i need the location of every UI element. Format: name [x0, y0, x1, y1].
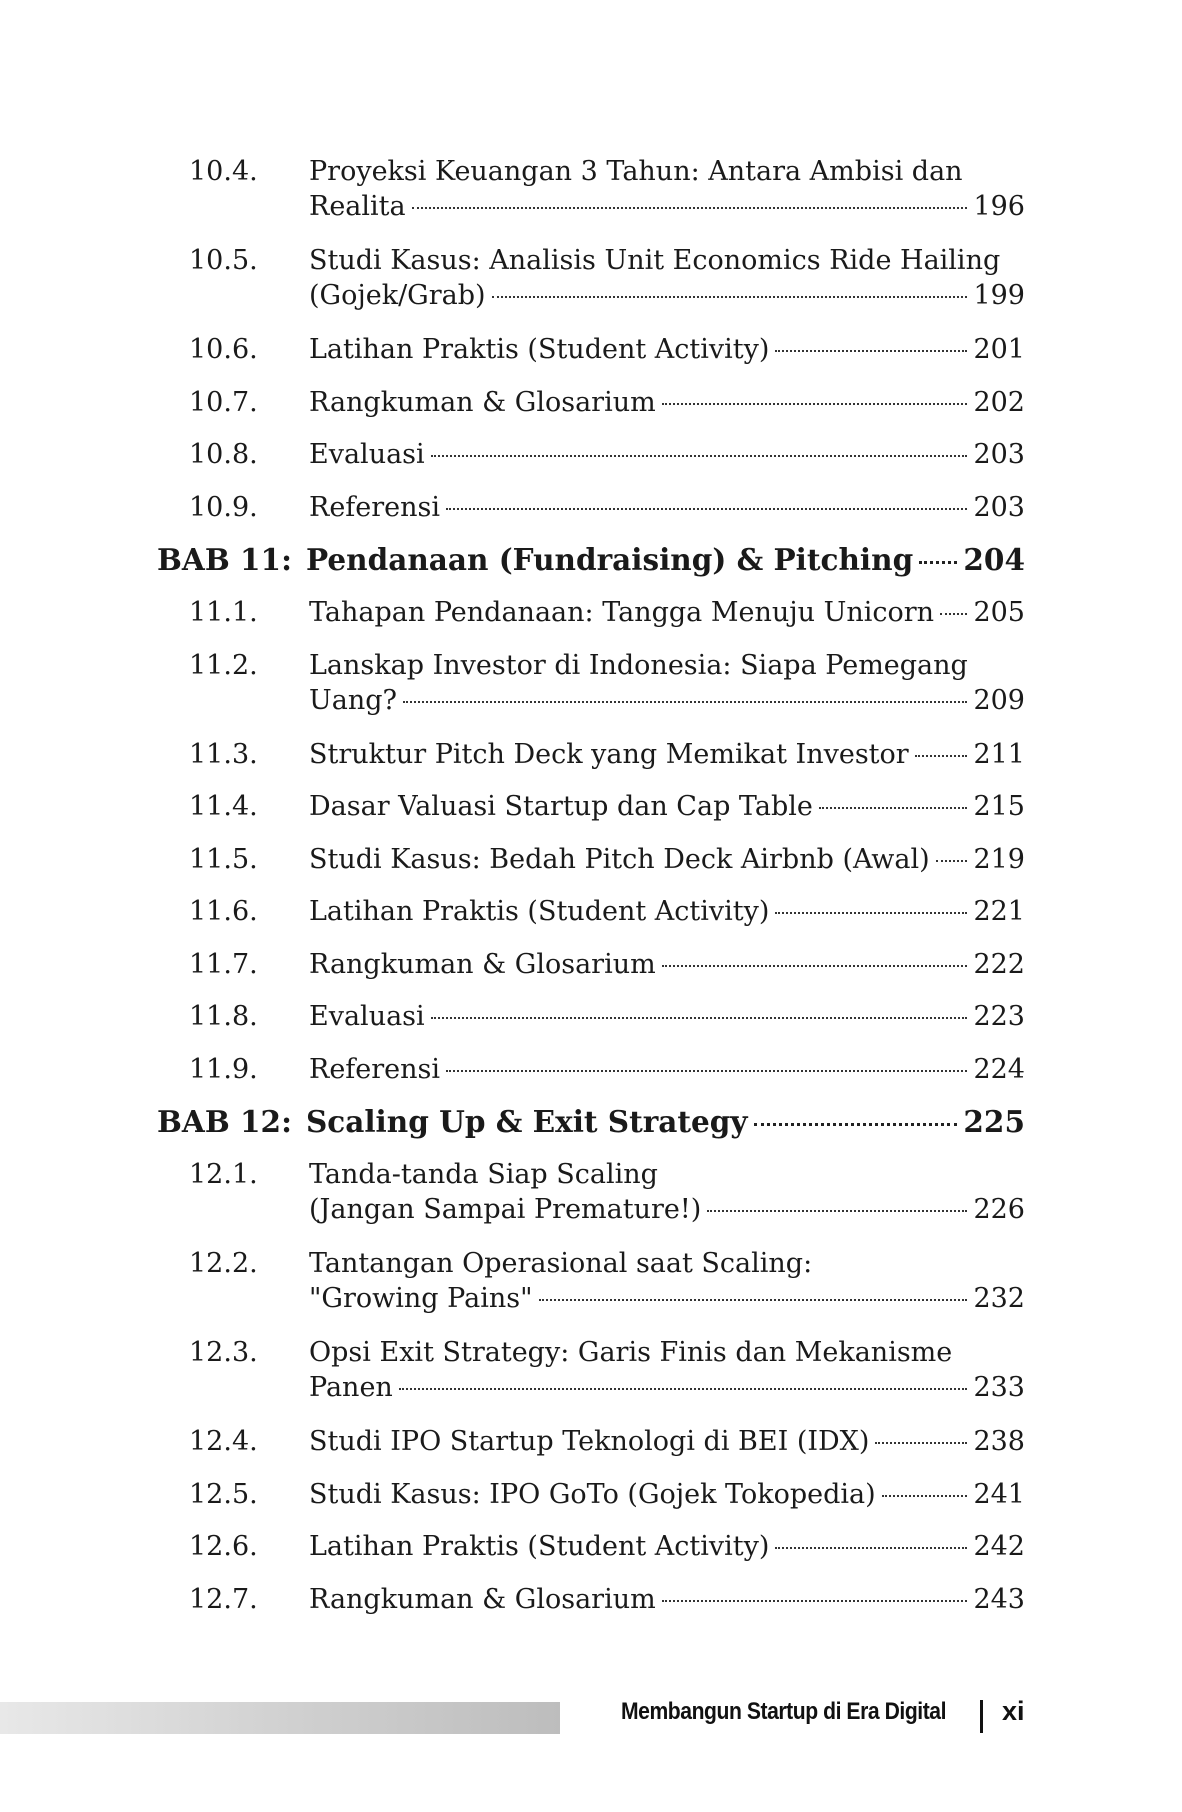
section-title-block	[309, 648, 1025, 718]
section-number: 11.9.	[189, 1053, 258, 1085]
section-page-number: 226	[973, 1194, 1025, 1225]
section-title-leader-line	[309, 737, 1025, 772]
section-number: 11.5.	[189, 843, 258, 875]
section-title-leader-line	[309, 1582, 1025, 1617]
section-title-line: Evaluasi	[309, 1001, 425, 1032]
section-title-leader-line	[309, 1370, 1025, 1405]
toc-entry[interactable]	[157, 437, 1025, 472]
section-page-number: 221	[973, 896, 1025, 927]
dot-leader	[446, 1070, 967, 1072]
section-page-number: 202	[973, 386, 1025, 418]
section-title-line: Tantangan Operasional saat Scaling:	[309, 1248, 813, 1279]
dot-leader	[707, 1210, 967, 1212]
section-page-number: 203	[973, 439, 1025, 470]
section-title-leader-line	[309, 332, 1025, 367]
section-title-line: Rangkuman & Glosarium	[309, 1583, 656, 1615]
section-title-line: Proyeksi Keuangan 3 Tahun: Antara Ambisi dan	[309, 156, 963, 187]
dot-leader	[936, 860, 968, 862]
section-page-number: 232	[973, 1283, 1025, 1314]
dot-leader	[919, 561, 957, 564]
section-title-line: Studi IPO Startup Teknologi di BEI (IDX)	[309, 1426, 870, 1457]
section-title-line: Uang?	[309, 684, 398, 716]
section-title-leader-line	[309, 1281, 1025, 1316]
section-title-line: Rangkuman & Glosarium	[309, 386, 656, 418]
section-page-number: 203	[973, 491, 1025, 523]
dot-leader	[875, 1442, 967, 1444]
section-title-leader-line	[309, 894, 1025, 929]
dot-leader	[662, 1600, 968, 1602]
section-number: 10.4.	[189, 156, 258, 187]
section-number: 12.5.	[189, 1478, 258, 1510]
toc-entry[interactable]	[157, 1477, 1025, 1512]
section-title-leader-line	[309, 999, 1025, 1034]
section-title-leader-line	[309, 278, 1025, 313]
section-number: 11.2.	[189, 649, 258, 681]
section-title-block	[309, 1529, 1025, 1564]
section-page-number: 242	[973, 1531, 1025, 1562]
dot-leader	[754, 1123, 958, 1126]
toc-entry[interactable]	[157, 1052, 1025, 1087]
section-page-number: 238	[973, 1426, 1025, 1457]
section-page-number: 219	[973, 843, 1025, 875]
dot-leader	[819, 807, 968, 809]
toc-entry[interactable]	[157, 332, 1025, 367]
section-number: 10.7.	[189, 386, 258, 418]
toc-entry[interactable]	[157, 490, 1025, 525]
section-title-leader-line	[309, 1477, 1025, 1512]
toc-entry[interactable]	[157, 595, 1025, 630]
toc-entry[interactable]	[157, 1529, 1025, 1564]
section-title-line: Studi Kasus: IPO GoTo (Gojek Tokopedia)	[309, 1478, 876, 1510]
section-title-block	[309, 789, 1025, 824]
section-number: 11.8.	[189, 1001, 258, 1032]
dot-leader	[539, 1299, 968, 1301]
section-title-block	[309, 437, 1025, 472]
section-title-block	[309, 332, 1025, 367]
section-title-leader-line	[309, 189, 1025, 224]
section-number: 11.3.	[189, 738, 258, 770]
toc-entry[interactable]	[157, 648, 1025, 718]
footer-decorative-bar	[0, 1702, 560, 1734]
section-title-line: Lanskap Investor di Indonesia: Siapa Pemegang	[309, 649, 968, 681]
section-title-line: Latihan Praktis (Student Activity)	[309, 1531, 770, 1562]
section-number: 12.3.	[189, 1337, 258, 1368]
section-title-block	[309, 385, 1025, 420]
section-page-number: 215	[973, 791, 1025, 822]
section-title-line: Latihan Praktis (Student Activity)	[309, 896, 770, 927]
section-title-leader-line	[309, 1192, 1025, 1227]
section-title-line: Struktur Pitch Deck yang Memikat Investor	[309, 738, 909, 770]
toc-entry[interactable]	[157, 999, 1025, 1034]
section-title-block	[309, 490, 1025, 525]
section-title-block	[309, 1246, 1025, 1316]
section-title-block	[309, 243, 1025, 313]
section-page-number: 224	[973, 1053, 1025, 1085]
section-title-leader-line	[309, 437, 1025, 472]
section-title-block	[309, 1335, 1025, 1405]
toc-entry[interactable]	[157, 894, 1025, 929]
section-page-number: 205	[973, 597, 1025, 628]
dot-leader	[775, 912, 967, 914]
section-title-block	[309, 1424, 1025, 1459]
section-page-number: 241	[973, 1478, 1025, 1510]
dot-leader	[775, 350, 967, 352]
section-title-line: Tanda-tanda Siap Scaling	[309, 1159, 658, 1190]
section-number: 12.4.	[189, 1426, 258, 1457]
section-page-number: 209	[973, 684, 1025, 716]
toc-entry[interactable]	[157, 1424, 1025, 1459]
section-title-line: Evaluasi	[309, 439, 425, 470]
section-title-line: Referensi	[309, 491, 441, 523]
chapter-page-number: 225	[963, 1104, 1025, 1139]
section-page-number: 211	[973, 738, 1025, 770]
dot-leader	[399, 1388, 968, 1390]
section-title-block	[309, 1157, 1025, 1227]
chapter-label: BAB 12:	[157, 1104, 292, 1139]
section-number: 11.1.	[189, 597, 258, 628]
section-title-line: (Gojek/Grab)	[309, 280, 486, 311]
dot-leader	[662, 965, 968, 967]
section-title-line: Opsi Exit Strategy: Garis Finis dan Mekanisme	[309, 1337, 953, 1368]
chapter-title: Scaling Up & Exit Strategy	[305, 1104, 748, 1139]
dot-leader	[412, 207, 968, 209]
section-title-leader-line	[309, 490, 1025, 525]
toc-entry[interactable]	[157, 154, 1025, 224]
toc-chapter[interactable]	[157, 542, 1025, 578]
section-number: 12.2.	[189, 1248, 258, 1279]
chapter-label: BAB 11:	[157, 542, 292, 577]
dot-leader	[662, 403, 968, 405]
section-title-leader-line	[309, 595, 1025, 630]
section-title-block	[309, 947, 1025, 982]
section-title-leader-line	[309, 1052, 1025, 1087]
toc-entry[interactable]	[157, 243, 1025, 313]
section-number: 10.6.	[189, 334, 258, 365]
section-title-leader-line	[309, 1529, 1025, 1564]
dot-leader	[431, 1017, 968, 1019]
section-title-line: Referensi	[309, 1053, 441, 1085]
section-title-line: Realita	[309, 191, 406, 222]
section-page-number: 201	[973, 334, 1025, 365]
section-title-line: Studi Kasus: Analisis Unit Economics Ride Hailing	[309, 245, 1001, 276]
dot-leader	[940, 613, 967, 615]
chapter-title: Pendanaan (Fundraising) & Pitching	[305, 542, 914, 577]
section-title-line: "Growing Pains"	[309, 1283, 533, 1314]
section-page-number: 243	[973, 1583, 1025, 1615]
section-number: 12.1.	[189, 1159, 258, 1190]
table-of-contents	[157, 154, 1025, 1634]
toc-entry[interactable]	[157, 1335, 1025, 1405]
dot-leader	[775, 1547, 967, 1549]
section-title-block	[309, 737, 1025, 772]
dot-leader	[492, 296, 968, 298]
section-title-leader-line	[309, 385, 1025, 420]
dot-leader	[403, 701, 967, 703]
section-title-line: (Jangan Sampai Premature!)	[309, 1194, 702, 1225]
dot-leader	[446, 508, 967, 510]
toc-entry[interactable]	[157, 385, 1025, 420]
section-title-line: Studi Kasus: Bedah Pitch Deck Airbnb (Awal)	[309, 843, 930, 875]
section-number: 11.6.	[189, 896, 258, 927]
section-title-line: Dasar Valuasi Startup dan Cap Table	[309, 791, 813, 822]
section-page-number: 196	[973, 191, 1025, 222]
section-title-block	[309, 999, 1025, 1034]
section-title-block	[309, 154, 1025, 224]
section-title-leader-line	[309, 842, 1025, 877]
toc-entry[interactable]	[157, 1246, 1025, 1316]
section-title-leader-line	[309, 789, 1025, 824]
toc-entry[interactable]	[157, 789, 1025, 824]
toc-chapter[interactable]	[157, 1104, 1025, 1140]
section-title-block	[309, 842, 1025, 877]
section-title-leader-line	[309, 1424, 1025, 1459]
section-title-line: Latihan Praktis (Student Activity)	[309, 334, 770, 365]
section-title-leader-line	[309, 683, 1025, 718]
section-title-block	[309, 595, 1025, 630]
section-number: 11.4.	[189, 791, 258, 822]
footer-book-title: Membangun Startup di Era Digital	[621, 1698, 947, 1725]
section-number: 12.7.	[189, 1583, 258, 1615]
toc-entry[interactable]	[157, 947, 1025, 982]
section-title-block	[309, 1052, 1025, 1087]
section-title-block	[309, 1477, 1025, 1512]
section-title-block	[309, 894, 1025, 929]
footer-page-number: xi	[1002, 1696, 1025, 1726]
chapter-page-number: 204	[963, 542, 1025, 577]
section-page-number: 199	[973, 280, 1025, 311]
section-title-line: Panen	[309, 1372, 393, 1403]
section-number: 11.7.	[189, 948, 258, 980]
section-title-line: Rangkuman & Glosarium	[309, 948, 656, 980]
section-number: 10.8.	[189, 439, 258, 470]
section-number: 10.5.	[189, 245, 258, 276]
section-page-number: 222	[973, 948, 1025, 980]
section-page-number: 233	[973, 1372, 1025, 1403]
section-number: 12.6.	[189, 1531, 258, 1562]
section-number: 10.9.	[189, 491, 258, 523]
section-title-line: Tahapan Pendanaan: Tangga Menuju Unicorn	[309, 597, 935, 628]
toc-entry[interactable]	[157, 1157, 1025, 1227]
footer-separator	[980, 1700, 983, 1733]
section-title-block	[309, 1582, 1025, 1617]
toc-entry[interactable]	[157, 1582, 1025, 1617]
dot-leader	[882, 1495, 968, 1497]
toc-entry[interactable]	[157, 842, 1025, 877]
toc-entry[interactable]	[157, 737, 1025, 772]
section-page-number: 223	[973, 1001, 1025, 1032]
section-title-leader-line	[309, 947, 1025, 982]
dot-leader	[915, 755, 968, 757]
dot-leader	[431, 455, 968, 457]
